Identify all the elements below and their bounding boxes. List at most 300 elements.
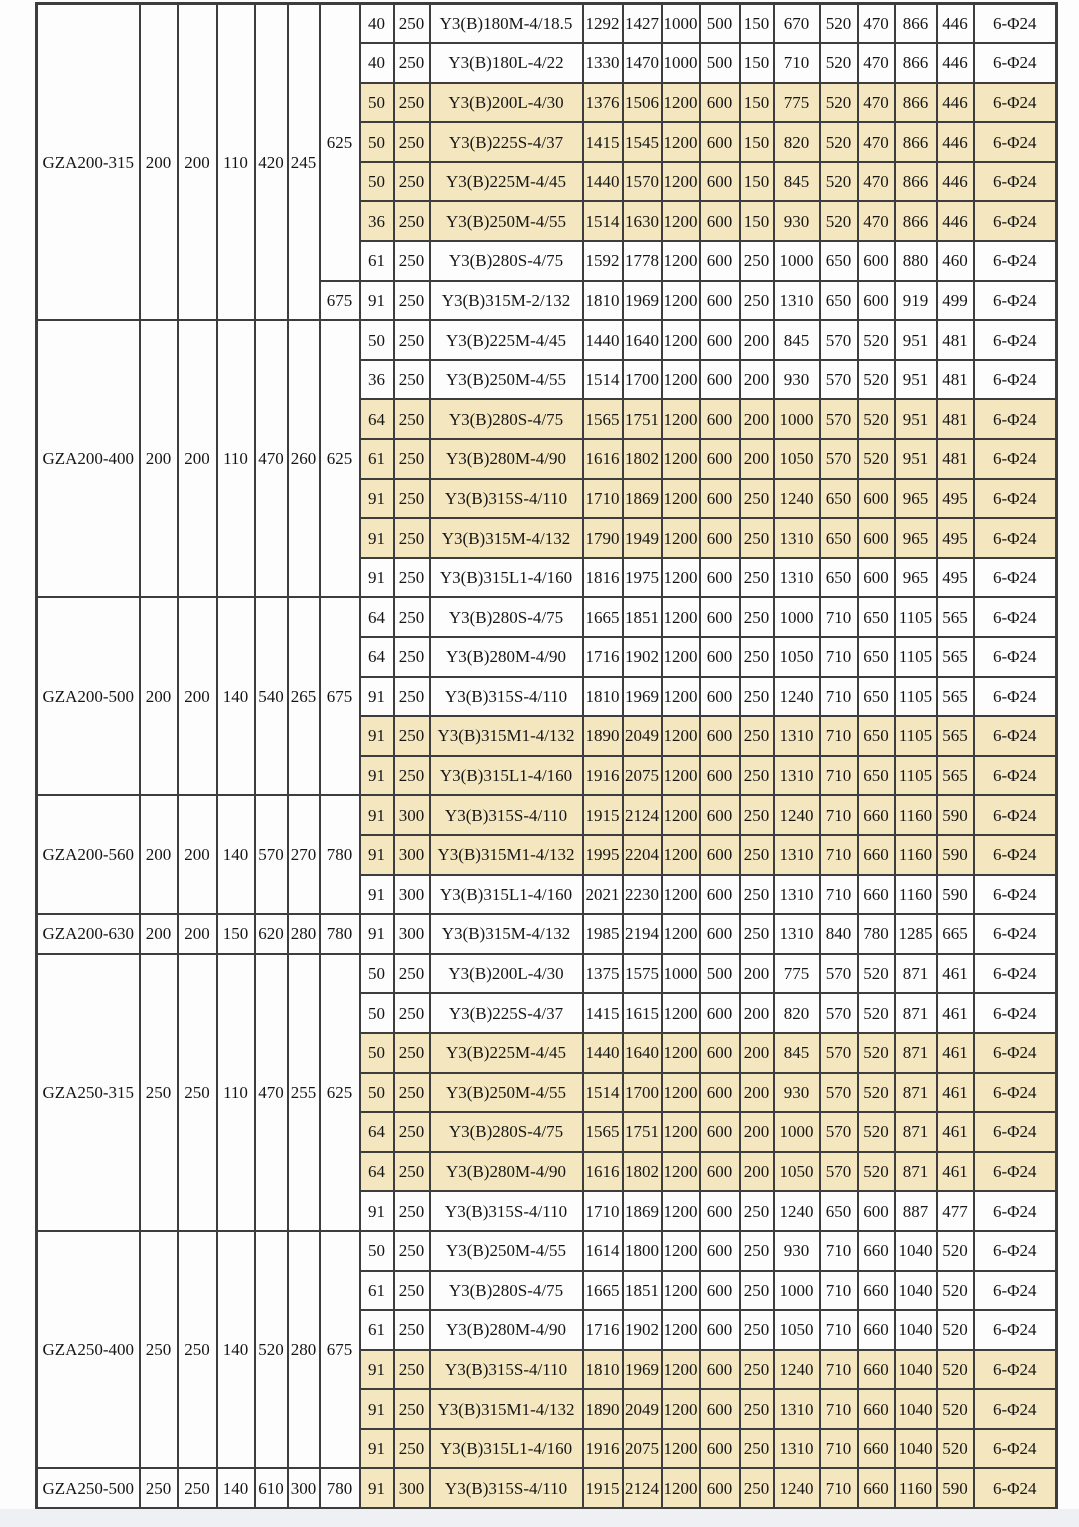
- cell-dimension-2: 1975: [623, 558, 662, 598]
- cell-dim-2: 200: [178, 597, 217, 795]
- cell-motor-model: Y3(B)225M-4/45: [430, 320, 583, 360]
- cell-dimension-8: 520: [858, 954, 895, 994]
- cell-dimension-4: 600: [700, 875, 740, 915]
- cell-dim-2: 200: [178, 795, 217, 914]
- page-bottom-margin: [0, 1509, 1079, 1527]
- cell-dimension-9: 1040: [895, 1350, 937, 1390]
- cell-dimension-10: 565: [937, 756, 974, 796]
- cell-dimension-8: 600: [858, 281, 895, 321]
- cell-bolt-spec: 6-Φ24: [974, 399, 1057, 439]
- cell-dim-5: 255: [288, 954, 320, 1231]
- cell-dimension-10: 461: [937, 1073, 974, 1113]
- cell-dimension-4: 600: [700, 1429, 740, 1469]
- cell-dim-4: 470: [255, 954, 288, 1231]
- cell-dimension-4: 600: [700, 83, 740, 123]
- cell-dimension-2: 2204: [623, 835, 662, 875]
- cell-dimension-8: 600: [858, 1191, 895, 1231]
- cell-dimension-3: 1200: [662, 281, 700, 321]
- cell-dim-3: 140: [217, 1468, 255, 1508]
- cell-dimension-3: 1200: [662, 162, 700, 202]
- cell-dimension-10: 495: [937, 518, 974, 558]
- cell-motor-model: Y3(B)315S-4/110: [430, 677, 583, 717]
- cell-dimension-3: 1200: [662, 1191, 700, 1231]
- cell-dimension-2: 2075: [623, 756, 662, 796]
- cell-dimension-2: 1800: [623, 1231, 662, 1271]
- cell-dimension-9: 866: [895, 4, 937, 44]
- cell-dim-4: 610: [255, 1468, 288, 1508]
- cell-dimension-1: 1890: [583, 716, 623, 756]
- cell-dimension-5: 250: [740, 518, 774, 558]
- cell-dimension-7: 650: [820, 479, 858, 519]
- cell-dimension-8: 660: [858, 1231, 895, 1271]
- cell-value-a: 50: [360, 993, 394, 1033]
- cell-dimension-7: 710: [820, 1389, 858, 1429]
- cell-bolt-spec: 6-Φ24: [974, 4, 1057, 44]
- spec-table-body: [37, 4, 1057, 1509]
- cell-dimension-4: 600: [700, 1033, 740, 1073]
- cell-dimension-1: 1716: [583, 637, 623, 677]
- cell-dimension-7: 570: [820, 1112, 858, 1152]
- cell-dimension-9: 965: [895, 558, 937, 598]
- cell-dimension-10: 446: [937, 122, 974, 162]
- cell-dimension-4: 600: [700, 558, 740, 598]
- cell-dimension-7: 710: [820, 637, 858, 677]
- cell-value-b: 250: [394, 83, 430, 123]
- cell-dimension-9: 965: [895, 479, 937, 519]
- cell-dimension-4: 500: [700, 954, 740, 994]
- cell-dimension-9: 871: [895, 1033, 937, 1073]
- cell-value-a: 91: [360, 558, 394, 598]
- cell-motor-model: Y3(B)315S-4/110: [430, 1468, 583, 1508]
- cell-dimension-2: 2049: [623, 1389, 662, 1429]
- cell-value-a: 91: [360, 1350, 394, 1390]
- cell-dim-3: 140: [217, 795, 255, 914]
- cell-value-b: 250: [394, 1073, 430, 1113]
- cell-dimension-6: 1240: [774, 1191, 820, 1231]
- cell-motor-model: Y3(B)315L1-4/160: [430, 558, 583, 598]
- table-row: [37, 1468, 1057, 1508]
- cell-dimension-3: 1000: [662, 4, 700, 44]
- cell-dim-2: 250: [178, 954, 217, 1231]
- cell-dimension-10: 481: [937, 439, 974, 479]
- cell-bolt-spec: 6-Φ24: [974, 1468, 1057, 1508]
- cell-bolt-spec: 6-Φ24: [974, 795, 1057, 835]
- cell-dimension-9: 1105: [895, 637, 937, 677]
- cell-value-a: 61: [360, 1310, 394, 1350]
- cell-dimension-1: 1890: [583, 1389, 623, 1429]
- cell-motor-model: Y3(B)315S-4/110: [430, 1191, 583, 1231]
- cell-dimension-3: 1200: [662, 1152, 700, 1192]
- cell-bolt-spec: 6-Φ24: [974, 1429, 1057, 1469]
- cell-dimension-5: 250: [740, 1389, 774, 1429]
- cell-dimension-5: 250: [740, 795, 774, 835]
- cell-dimension-4: 600: [700, 241, 740, 281]
- cell-bolt-spec: 6-Φ24: [974, 360, 1057, 400]
- cell-dimension-6: 1240: [774, 1350, 820, 1390]
- cell-dimension-7: 710: [820, 756, 858, 796]
- cell-dimension-9: 1105: [895, 677, 937, 717]
- cell-model: GZA200-315: [37, 4, 140, 321]
- cell-bolt-spec: 6-Φ24: [974, 597, 1057, 637]
- cell-dimension-7: 710: [820, 1429, 858, 1469]
- cell-dimension-3: 1000: [662, 954, 700, 994]
- cell-dimension-5: 250: [740, 637, 774, 677]
- cell-dimension-8: 660: [858, 1429, 895, 1469]
- cell-dimension-8: 470: [858, 83, 895, 123]
- cell-dim-1: 200: [140, 320, 178, 597]
- cell-motor-model: Y3(B)280S-4/75: [430, 241, 583, 281]
- cell-motor-model: Y3(B)315S-4/110: [430, 1350, 583, 1390]
- cell-value-b: 250: [394, 4, 430, 44]
- cell-value-b: 300: [394, 914, 430, 954]
- cell-dimension-9: 965: [895, 518, 937, 558]
- cell-dimension-7: 650: [820, 241, 858, 281]
- cell-dimension-8: 520: [858, 1112, 895, 1152]
- cell-dimension-6: 930: [774, 360, 820, 400]
- cell-dimension-7: 520: [820, 122, 858, 162]
- cell-dimension-6: 845: [774, 1033, 820, 1073]
- cell-dim-5: 280: [288, 914, 320, 954]
- cell-dimension-2: 1575: [623, 954, 662, 994]
- cell-bolt-spec: 6-Φ24: [974, 875, 1057, 915]
- cell-dim-2: 250: [178, 1468, 217, 1508]
- cell-dimension-4: 500: [700, 43, 740, 83]
- cell-value-b: 250: [394, 637, 430, 677]
- cell-dim-1: 200: [140, 597, 178, 795]
- cell-dimension-4: 600: [700, 914, 740, 954]
- cell-dimension-8: 780: [858, 914, 895, 954]
- cell-dimension-1: 1514: [583, 360, 623, 400]
- cell-dimension-1: 1565: [583, 399, 623, 439]
- cell-dimension-4: 600: [700, 439, 740, 479]
- cell-dimension-3: 1200: [662, 1112, 700, 1152]
- cell-value-a: 91: [360, 875, 394, 915]
- table-row: [37, 320, 1057, 360]
- cell-dimension-9: 951: [895, 360, 937, 400]
- cell-dim-2: 200: [178, 4, 217, 321]
- cell-dimension-6: 1000: [774, 399, 820, 439]
- cell-dimension-1: 1616: [583, 1152, 623, 1192]
- cell-value-b: 250: [394, 1231, 430, 1271]
- cell-dimension-9: 951: [895, 439, 937, 479]
- cell-dimension-5: 150: [740, 122, 774, 162]
- cell-motor-model: Y3(B)315L1-4/160: [430, 875, 583, 915]
- cell-dimension-7: 570: [820, 1073, 858, 1113]
- cell-dimension-6: 1310: [774, 756, 820, 796]
- cell-dimension-6: 1240: [774, 795, 820, 835]
- cell-dimension-9: 866: [895, 201, 937, 241]
- cell-dimension-10: 499: [937, 281, 974, 321]
- cell-value-a: 50: [360, 83, 394, 123]
- cell-dimension-3: 1200: [662, 1468, 700, 1508]
- cell-mount-height: 675: [320, 281, 360, 321]
- cell-bolt-spec: 6-Φ24: [974, 677, 1057, 717]
- cell-dimension-10: 481: [937, 320, 974, 360]
- cell-value-b: 250: [394, 122, 430, 162]
- cell-dimension-1: 1985: [583, 914, 623, 954]
- cell-dimension-7: 570: [820, 1152, 858, 1192]
- cell-dim-2: 200: [178, 320, 217, 597]
- cell-dimension-8: 650: [858, 677, 895, 717]
- cell-value-a: 50: [360, 320, 394, 360]
- cell-dimension-1: 1440: [583, 1033, 623, 1073]
- cell-dimension-9: 1105: [895, 716, 937, 756]
- cell-dimension-4: 600: [700, 756, 740, 796]
- cell-dimension-9: 871: [895, 1112, 937, 1152]
- cell-dimension-5: 200: [740, 1152, 774, 1192]
- cell-motor-model: Y3(B)315L1-4/160: [430, 756, 583, 796]
- cell-dimension-3: 1200: [662, 795, 700, 835]
- cell-bolt-spec: 6-Φ24: [974, 914, 1057, 954]
- cell-dimension-6: 710: [774, 43, 820, 83]
- cell-dimension-2: 2049: [623, 716, 662, 756]
- cell-bolt-spec: 6-Φ24: [974, 1152, 1057, 1192]
- cell-dimension-10: 477: [937, 1191, 974, 1231]
- cell-dimension-1: 1810: [583, 1350, 623, 1390]
- cell-dimension-6: 1000: [774, 1112, 820, 1152]
- cell-dimension-1: 1790: [583, 518, 623, 558]
- cell-dimension-7: 520: [820, 162, 858, 202]
- cell-dimension-8: 650: [858, 637, 895, 677]
- cell-dimension-7: 570: [820, 439, 858, 479]
- cell-motor-model: Y3(B)280M-4/90: [430, 1310, 583, 1350]
- cell-bolt-spec: 6-Φ24: [974, 83, 1057, 123]
- cell-dimension-2: 1969: [623, 281, 662, 321]
- cell-dimension-1: 1375: [583, 954, 623, 994]
- cell-dimension-1: 1592: [583, 241, 623, 281]
- cell-dimension-10: 590: [937, 835, 974, 875]
- cell-motor-model: Y3(B)250M-4/55: [430, 201, 583, 241]
- cell-dimension-4: 600: [700, 1152, 740, 1192]
- cell-dimension-2: 1700: [623, 360, 662, 400]
- cell-dim-1: 250: [140, 1468, 178, 1508]
- cell-dimension-6: 775: [774, 83, 820, 123]
- cell-dimension-4: 600: [700, 122, 740, 162]
- cell-dimension-6: 1310: [774, 281, 820, 321]
- cell-dimension-10: 565: [937, 637, 974, 677]
- cell-dimension-8: 660: [858, 1468, 895, 1508]
- cell-dimension-5: 250: [740, 677, 774, 717]
- cell-dimension-4: 600: [700, 479, 740, 519]
- cell-dimension-6: 1240: [774, 479, 820, 519]
- cell-dim-5: 260: [288, 320, 320, 597]
- cell-dimension-4: 600: [700, 399, 740, 439]
- cell-value-a: 91: [360, 677, 394, 717]
- cell-bolt-spec: 6-Φ24: [974, 558, 1057, 598]
- cell-dimension-9: 1040: [895, 1389, 937, 1429]
- cell-dimension-9: 1160: [895, 1468, 937, 1508]
- cell-dimension-10: 446: [937, 43, 974, 83]
- cell-dimension-3: 1200: [662, 558, 700, 598]
- cell-bolt-spec: 6-Φ24: [974, 320, 1057, 360]
- cell-dimension-6: 1240: [774, 677, 820, 717]
- cell-dimension-9: 919: [895, 281, 937, 321]
- cell-dimension-4: 600: [700, 1271, 740, 1311]
- cell-dimension-3: 1200: [662, 1271, 700, 1311]
- cell-dimension-9: 1040: [895, 1231, 937, 1271]
- cell-value-a: 50: [360, 162, 394, 202]
- cell-value-b: 250: [394, 756, 430, 796]
- cell-dimension-8: 520: [858, 439, 895, 479]
- cell-dimension-4: 600: [700, 1310, 740, 1350]
- cell-dimension-8: 600: [858, 558, 895, 598]
- cell-bolt-spec: 6-Φ24: [974, 1271, 1057, 1311]
- cell-dimension-8: 520: [858, 1033, 895, 1073]
- cell-dimension-2: 1640: [623, 1033, 662, 1073]
- cell-dimension-5: 250: [740, 558, 774, 598]
- cell-value-a: 91: [360, 281, 394, 321]
- cell-dimension-1: 1415: [583, 993, 623, 1033]
- cell-dimension-3: 1200: [662, 479, 700, 519]
- cell-dimension-5: 250: [740, 479, 774, 519]
- cell-dimension-5: 150: [740, 83, 774, 123]
- cell-dimension-2: 2194: [623, 914, 662, 954]
- cell-motor-model: Y3(B)315M1-4/132: [430, 1389, 583, 1429]
- cell-dimension-3: 1200: [662, 241, 700, 281]
- cell-dim-2: 200: [178, 914, 217, 954]
- cell-dimension-8: 520: [858, 320, 895, 360]
- cell-dimension-6: 820: [774, 122, 820, 162]
- cell-dim-5: 245: [288, 4, 320, 321]
- cell-value-b: 250: [394, 399, 430, 439]
- cell-dim-1: 200: [140, 795, 178, 914]
- cell-dimension-8: 650: [858, 716, 895, 756]
- cell-dimension-2: 1778: [623, 241, 662, 281]
- cell-dimension-4: 600: [700, 716, 740, 756]
- cell-dim-3: 110: [217, 320, 255, 597]
- cell-dimension-8: 470: [858, 122, 895, 162]
- cell-value-a: 91: [360, 1389, 394, 1429]
- cell-dimension-7: 570: [820, 360, 858, 400]
- cell-dimension-1: 1916: [583, 1429, 623, 1469]
- cell-dimension-8: 660: [858, 875, 895, 915]
- cell-dimension-6: 930: [774, 1073, 820, 1113]
- cell-dimension-2: 1427: [623, 4, 662, 44]
- cell-dimension-10: 446: [937, 162, 974, 202]
- table-row: [37, 914, 1057, 954]
- cell-dimension-1: 1816: [583, 558, 623, 598]
- cell-dimension-4: 600: [700, 795, 740, 835]
- cell-dimension-5: 200: [740, 320, 774, 360]
- cell-dimension-2: 1506: [623, 83, 662, 123]
- cell-dimension-5: 250: [740, 1310, 774, 1350]
- cell-model: GZA250-400: [37, 1231, 140, 1469]
- cell-dimension-8: 470: [858, 162, 895, 202]
- cell-value-b: 250: [394, 479, 430, 519]
- cell-motor-model: Y3(B)315S-4/110: [430, 479, 583, 519]
- cell-dimension-5: 250: [740, 1231, 774, 1271]
- cell-dimension-2: 1802: [623, 439, 662, 479]
- cell-value-b: 250: [394, 1310, 430, 1350]
- cell-dimension-6: 1000: [774, 241, 820, 281]
- cell-motor-model: Y3(B)180L-4/22: [430, 43, 583, 83]
- cell-value-a: 64: [360, 597, 394, 637]
- cell-value-b: 300: [394, 795, 430, 835]
- cell-dimension-5: 250: [740, 875, 774, 915]
- cell-dimension-2: 2124: [623, 795, 662, 835]
- cell-bolt-spec: 6-Φ24: [974, 1033, 1057, 1073]
- cell-dimension-6: 1240: [774, 1468, 820, 1508]
- cell-dimension-5: 250: [740, 914, 774, 954]
- cell-motor-model: Y3(B)315S-4/110: [430, 795, 583, 835]
- cell-dimension-10: 446: [937, 201, 974, 241]
- cell-dimension-9: 871: [895, 1073, 937, 1113]
- cell-dimension-4: 600: [700, 835, 740, 875]
- cell-dimension-3: 1200: [662, 399, 700, 439]
- cell-dimension-7: 840: [820, 914, 858, 954]
- cell-bolt-spec: 6-Φ24: [974, 281, 1057, 321]
- cell-dimension-7: 710: [820, 597, 858, 637]
- cell-value-a: 50: [360, 1073, 394, 1113]
- cell-mount-height: 675: [320, 1231, 360, 1469]
- cell-dimension-10: 590: [937, 875, 974, 915]
- cell-dimension-9: 866: [895, 122, 937, 162]
- cell-dimension-9: 871: [895, 954, 937, 994]
- cell-value-a: 91: [360, 518, 394, 558]
- cell-dimension-4: 600: [700, 1073, 740, 1113]
- cell-dimension-1: 1995: [583, 835, 623, 875]
- cell-dim-5: 270: [288, 795, 320, 914]
- cell-motor-model: Y3(B)225S-4/37: [430, 122, 583, 162]
- cell-dimension-7: 710: [820, 1271, 858, 1311]
- cell-value-b: 250: [394, 518, 430, 558]
- cell-motor-model: Y3(B)280S-4/75: [430, 597, 583, 637]
- cell-dimension-3: 1200: [662, 360, 700, 400]
- cell-dimension-1: 1415: [583, 122, 623, 162]
- cell-bolt-spec: 6-Φ24: [974, 716, 1057, 756]
- cell-dimension-5: 150: [740, 43, 774, 83]
- cell-dimension-9: 871: [895, 993, 937, 1033]
- cell-dimension-6: 1310: [774, 914, 820, 954]
- cell-dimension-5: 250: [740, 1429, 774, 1469]
- cell-dimension-1: 1376: [583, 83, 623, 123]
- cell-value-a: 61: [360, 439, 394, 479]
- cell-dimension-5: 200: [740, 954, 774, 994]
- cell-dimension-5: 250: [740, 281, 774, 321]
- cell-dimension-6: 1310: [774, 716, 820, 756]
- cell-dimension-8: 470: [858, 4, 895, 44]
- cell-dimension-4: 600: [700, 162, 740, 202]
- cell-dim-3: 140: [217, 597, 255, 795]
- cell-dimension-7: 570: [820, 954, 858, 994]
- cell-dimension-1: 1710: [583, 479, 623, 519]
- cell-dimension-9: 1040: [895, 1429, 937, 1469]
- cell-dimension-1: 1810: [583, 281, 623, 321]
- spec-table: [35, 2, 1058, 1510]
- cell-dimension-8: 520: [858, 399, 895, 439]
- cell-dimension-2: 2124: [623, 1468, 662, 1508]
- cell-dimension-5: 250: [740, 716, 774, 756]
- cell-dimension-3: 1200: [662, 993, 700, 1033]
- cell-dimension-7: 520: [820, 201, 858, 241]
- cell-dimension-9: 1105: [895, 756, 937, 796]
- cell-dimension-5: 250: [740, 597, 774, 637]
- cell-motor-model: Y3(B)315M1-4/132: [430, 716, 583, 756]
- cell-bolt-spec: 6-Φ24: [974, 1389, 1057, 1429]
- cell-value-a: 91: [360, 479, 394, 519]
- cell-dimension-8: 660: [858, 795, 895, 835]
- cell-dimension-5: 150: [740, 162, 774, 202]
- cell-dimension-3: 1200: [662, 835, 700, 875]
- cell-dimension-7: 650: [820, 558, 858, 598]
- cell-bolt-spec: 6-Φ24: [974, 637, 1057, 677]
- cell-dimension-8: 520: [858, 993, 895, 1033]
- cell-dimension-6: 1310: [774, 518, 820, 558]
- cell-value-b: 250: [394, 439, 430, 479]
- cell-value-b: 250: [394, 716, 430, 756]
- cell-dimension-6: 930: [774, 201, 820, 241]
- cell-dimension-6: 1310: [774, 1389, 820, 1429]
